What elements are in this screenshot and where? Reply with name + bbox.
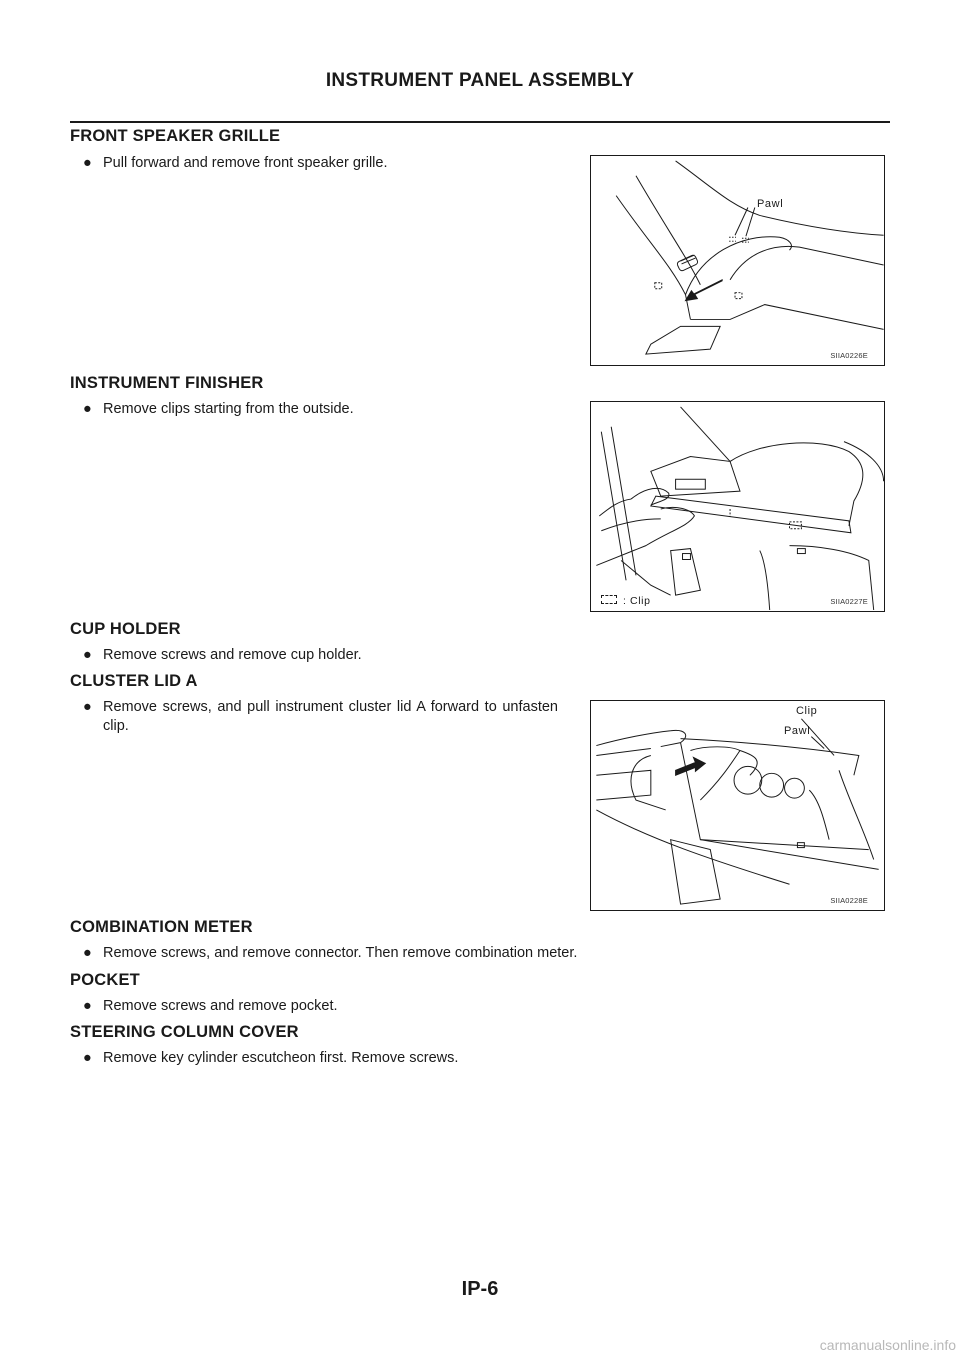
- instrument-finisher-illustration: [591, 402, 884, 611]
- bullet-text: Remove key cylinder escutcheon first. Remove screws.: [103, 1050, 459, 1066]
- section-heading-instrument-finisher: INSTRUMENT FINISHER: [70, 374, 264, 392]
- bullet-pocket: [83, 997, 338, 1016]
- page-number: IP-6: [461, 1278, 499, 1300]
- section-heading-cup-holder: CUP HOLDER: [70, 620, 181, 638]
- figure-code: SIIA0227E: [830, 597, 868, 606]
- bullet-text: Remove screws and remove cup holder.: [103, 647, 362, 663]
- bullet-combination-meter: [83, 944, 577, 963]
- bullet-steering-column-cover: [83, 1049, 458, 1068]
- page-title: INSTRUMENT PANEL ASSEMBLY: [325, 70, 635, 91]
- bullet-instrument-finisher: [83, 400, 354, 419]
- callout-pawl: Pawl: [784, 725, 811, 737]
- bullet-dot: ●: [83, 401, 92, 417]
- callout-pawl: Pawl: [757, 198, 784, 210]
- watermark: carmanualsonline.info: [819, 1337, 956, 1353]
- bullet-text: Remove clips starting from the outside.: [103, 401, 354, 417]
- figure-code: SIIA0228E: [830, 896, 868, 905]
- bullet-front-speaker-grille: [83, 154, 388, 173]
- bullet-dot: ●: [83, 945, 92, 961]
- bullet-dot: ●: [83, 1050, 92, 1066]
- bullet-text: Pull forward and remove front speaker grille.: [103, 155, 388, 171]
- bullet-dot: ●: [83, 699, 92, 715]
- section-heading-pocket: POCKET: [70, 971, 140, 989]
- bullet-cluster-lid-a: [83, 698, 558, 736]
- bullet-dot: ●: [83, 155, 92, 171]
- section-heading-combination-meter: COMBINATION METER: [70, 918, 253, 936]
- title-rule: [70, 121, 890, 123]
- bullet-text: Remove screws and remove pocket.: [103, 998, 338, 1014]
- bullet-cup-holder: [83, 646, 362, 665]
- figure-code: SIIA0226E: [830, 351, 868, 360]
- figure-front-speaker-grille: [590, 155, 885, 366]
- cluster-lid-illustration: [591, 701, 884, 910]
- legend-clip-symbol: [601, 595, 617, 604]
- section-heading-steering-column-cover: STEERING COLUMN COVER: [70, 1023, 299, 1041]
- legend-clip-label: : Clip: [623, 595, 651, 607]
- figure-instrument-finisher: [590, 401, 885, 612]
- figure-cluster-lid-a: [590, 700, 885, 911]
- callout-clip: Clip: [796, 705, 818, 717]
- section-heading-cluster-lid-a: CLUSTER LID A: [70, 672, 198, 690]
- bullet-dot: ●: [83, 998, 92, 1014]
- bullet-dot: ●: [83, 647, 92, 663]
- speaker-grille-illustration: [591, 156, 884, 365]
- section-heading-front-speaker-grille: FRONT SPEAKER GRILLE: [70, 127, 281, 145]
- bullet-text: Remove screws, and pull instrument cluster lid A forward to unfasten clip.: [103, 699, 558, 734]
- bullet-text: Remove screws, and remove connector. Then remove combination meter.: [103, 945, 578, 961]
